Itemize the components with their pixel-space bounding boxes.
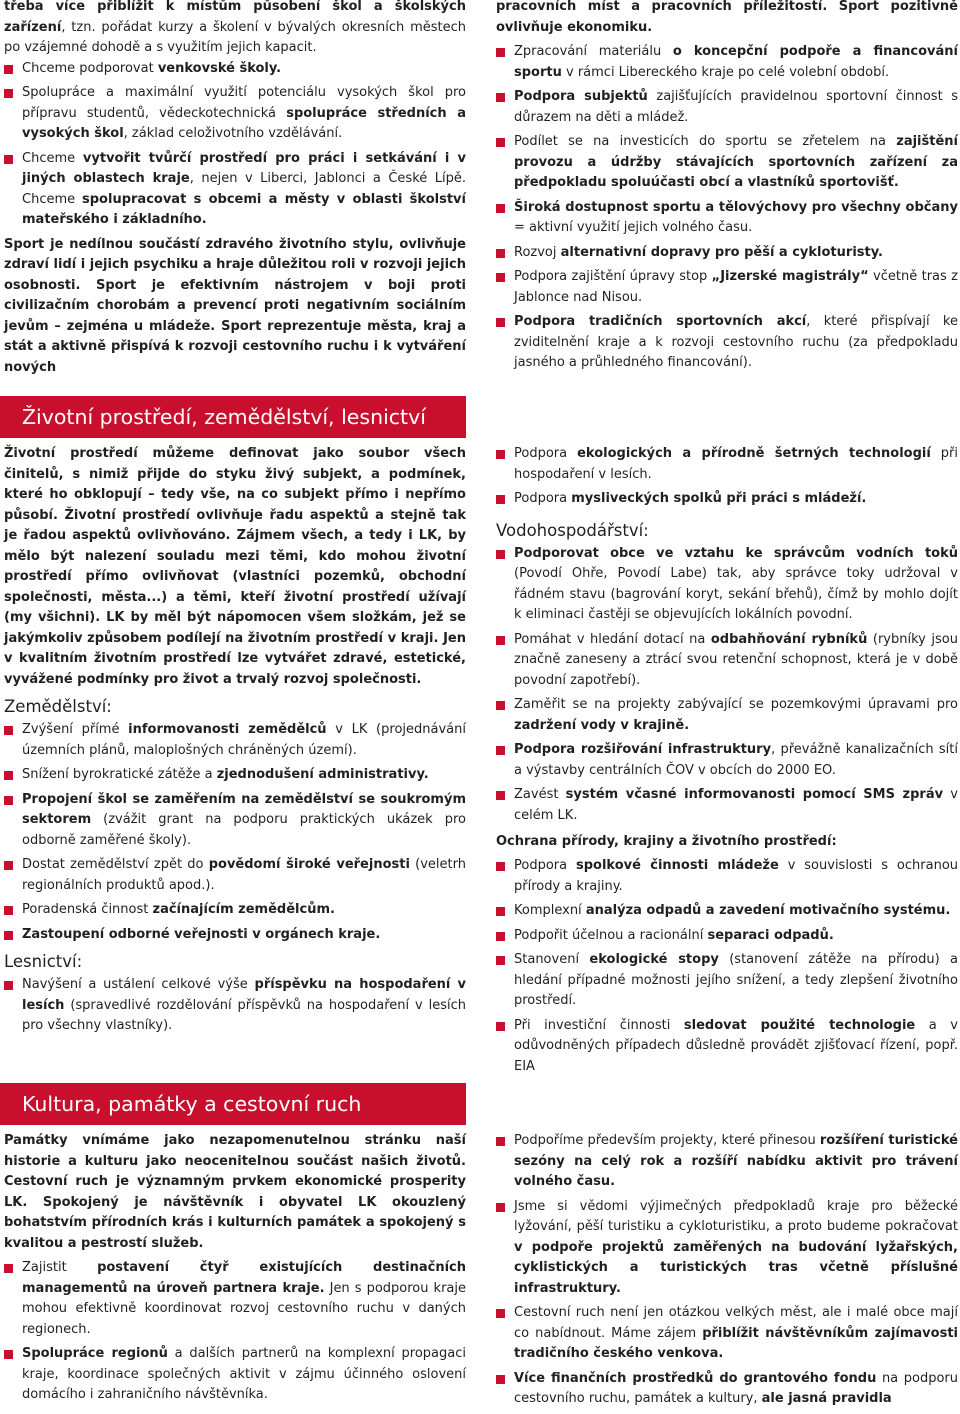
text-run: (Povodí Ohře, Povodí Labe) tak, aby správce toky udržoval v řádném stavu (bagrování koryt, sekání břehů), čímž by mohlo dojít k eliminaci častěji se objevujících lokálních povodní. — [514, 566, 958, 622]
list-item — [496, 740, 958, 781]
list-item — [4, 790, 466, 852]
list-item — [4, 59, 466, 80]
section-title: Životní prostředí, zemědělství, lesnictví — [22, 405, 426, 429]
culture-left-column — [4, 1131, 466, 1410]
env-left-column — [4, 444, 466, 1041]
section-banner-environment — [0, 396, 466, 438]
culture-left-bullet-list — [4, 1258, 466, 1406]
emphasis-text: mysliveckých spolků při práci s mládeží. — [571, 491, 867, 506]
text-run: (spravedlivé rozdělování příspěvků na hospodaření v lesích pro všechny vlastníky). — [22, 997, 466, 1033]
list-item — [496, 695, 958, 736]
emphasis-text: Podpora subjektů — [514, 89, 648, 104]
list-item — [496, 489, 958, 510]
text-run: Zpracování materiálu — [514, 44, 673, 59]
water-bullet-list — [496, 544, 958, 827]
list-item — [496, 132, 958, 194]
section-title: Kultura, památky a cestovní ruch — [22, 1092, 362, 1116]
text-run: , tzn. pořádat kurzy a školení v bývalých okresních městech po vzájemné dohodě a s využitím jejich kapacit. — [4, 19, 466, 55]
emphasis-text: analýza odpadů a zavedení motivačního systému. — [585, 903, 951, 918]
list-item — [496, 901, 958, 922]
emphasis-text: zadržení vody v krajině. — [514, 717, 690, 733]
emphasis-text: Široká dostupnost sportu a tělovýchovy pro všechny občany — [514, 199, 958, 215]
list-item — [4, 925, 466, 946]
text-run: zajišťujících pravidelnou sportovní činnost s důrazem na děti a mládež. — [514, 89, 958, 125]
list-item — [496, 444, 958, 485]
text-run: (zvážit grant na podporu praktických ukázek pro odborně zaměřené školy). — [22, 812, 466, 848]
agri-bullet-list — [4, 720, 466, 945]
emphasis-text: Podpora rozšiřování infrastruktury — [514, 742, 772, 757]
culture-right-column — [496, 1131, 958, 1414]
list-item — [4, 855, 466, 896]
list-item — [496, 1197, 958, 1300]
emphasis-text: začínajícím zemědělcům. — [152, 902, 335, 917]
text-run: Zajistit — [22, 1260, 98, 1275]
emphasis-text: informovanosti zemědělců — [128, 722, 327, 737]
text-run: Podpořit účelnou a racionální — [514, 927, 708, 943]
emphasis-text: spolupracovat s obcemi a městy v oblasti školství mateřského i základního. — [22, 191, 466, 227]
education-bullet-list — [4, 59, 466, 231]
list-item — [496, 42, 958, 83]
text-run: Podpoříme především projekty, které přinesou — [514, 1133, 820, 1148]
list-item — [496, 312, 958, 374]
text-run: Podílet se na investicích do sportu se zřetelem na — [514, 134, 897, 149]
list-item — [496, 544, 958, 626]
env-bullet-list — [496, 444, 958, 510]
emphasis-text: odbahňování rybníků — [710, 631, 868, 647]
text-run: Při investiční činnosti — [514, 1017, 684, 1033]
text-run: při hospodaření v lesích. — [514, 446, 959, 482]
text-run: v rámci Libereckého kraje po celé volební období. — [561, 64, 890, 80]
list-item — [496, 243, 958, 264]
section-banner-culture — [0, 1083, 466, 1125]
list-item — [496, 267, 958, 308]
emphasis-text: separaci odpadů. — [707, 927, 834, 943]
text-run: , převážně kanalizačních sítí a výstavby centrálních ČOV v obcích do 2000 EO. — [514, 742, 958, 778]
nature-bullet-list — [496, 856, 958, 1077]
top-right-column — [496, 0, 958, 378]
top-left-column — [4, 0, 466, 378]
sport-paragraph: Sport je nedílnou součástí zdravého životního stylu, ovlivňuje zdraví lidí i jejich psychiku a hraje důležitou roli v rozvoji jejich osobnosti. Sport je efektivním nástrojem v boji proti civilizačním chorobám a prevencí proti negativním sociálním jevům – zejména u mládeže. Sport reprezentuje města, kraj a stát a aktivně přispívá k rozvoji cestovního ruchu i k vytváření nových — [4, 236, 466, 375]
text-run: Navýšení a ustálení celkové výše — [22, 977, 255, 992]
list-item — [496, 630, 958, 692]
text-run: Podpora — [514, 858, 576, 873]
water-heading: Vodohospodářství: — [496, 520, 649, 540]
text-run: , základ celoživotního vzdělávání. — [123, 126, 343, 141]
list-item — [4, 765, 466, 786]
list-item — [496, 950, 958, 1012]
text-run: , které přispívají ke zviditelnění kraje a k rozvoji cestovního ruchu (za předpokladu jasného a průhledného financování). — [514, 314, 958, 370]
emphasis-text: postavení čtyř existujících destinačních managementů na úroveň partnera kraje. — [22, 1260, 466, 1296]
text-run: v celém LK. — [514, 787, 959, 823]
text-run: Dostat zemědělství zpět do — [22, 857, 209, 872]
text-run: = aktivní využití jejich volného času. — [514, 220, 753, 235]
env-intro: Životní prostředí můžeme definovat jako soubor všech činitelů, s nimiž přijde do styku živý subjekt, a podmínek, které ho obklopují – tedy vše, na co subjekt přímo i nepřímo působí. Životní prostředí ovlivňuje řadu aspektů a stejně tak je řadou aspektů ovlivňováno. Zájmem všech, a tedy i LK, by mělo být nalezení souladu mezi těmi, kdo mohou životní prostředí přímo ovlivňovat (vlastníci pozemků, obchodní společnosti, města...) a těmi, kteří životní prostředí užívají (my všichni). LK by měl být nápomocen všem složkám, jež se jakýmkoliv způsobem podílejí na životním prostředí v kraji. Jen v kvalitním životním prostředí lze vytvářet zdravé, estetické, vyvážené podmínky pro život a trvalý rozvoj společnosti. — [4, 446, 466, 687]
text-run: Podpora — [514, 446, 578, 461]
text-run: Cestovní ruch není jen otázkou velkých měst, ale i malé obce mají co nabídnout. Máme zájem — [514, 1305, 958, 1341]
emphasis-text: alternativní dopravy pro pěší a cykloturisty. — [560, 244, 883, 260]
list-item — [496, 87, 958, 128]
forest-bullet-list — [4, 975, 466, 1037]
emphasis-text: Podporovat obce ve vztahu ke správcům vodních toků — [514, 545, 958, 561]
emphasis-text: příspěvku na hospodaření v lesích — [22, 977, 466, 1013]
emphasis-text: v podpoře projektů zaměřených na budování lyžařských, cyklistických a turistických tras včetně příslušné infrastruktury. — [514, 1239, 958, 1296]
list-item — [4, 900, 466, 921]
emphasis-text: vytvořit tvůrčí prostředí pro práci i setkávání i v jiných oblastech kraje — [22, 150, 466, 186]
text-run: Jsme si vědomi výjimečných předpokladů kraje pro běžecké lyžování, pěší turistiku a cykloturistiku, a proto budeme pokračovat — [514, 1198, 958, 1234]
emphasis-text: Spolupráce regionů — [22, 1346, 168, 1361]
emphasis-text: rozšíření turistické sezóny na celý rok a rozšíří nabídku aktivit pro trávení volného času. — [514, 1133, 958, 1189]
text-run: Snížení byrokratické zátěže a — [22, 767, 217, 782]
text-run: (veletrh regionálních produktů apod.). — [22, 857, 466, 893]
text-run: Rozvoj — [514, 244, 561, 260]
agri-heading: Zemědělství: — [4, 697, 112, 716]
list-item — [4, 1344, 466, 1406]
text-run: Podpora — [514, 491, 572, 506]
emphasis-text: „Jizerské magistrály“ — [711, 269, 869, 284]
list-item — [496, 785, 958, 826]
list-item — [496, 926, 958, 947]
emphasis-text: třeba více přiblížit k místům působení škol a školských zařízení — [4, 0, 466, 35]
text-run: , nejen v Liberci, Jablonci a České Lípě. Chceme — [22, 171, 467, 207]
emphasis-text: o koncepční podpoře a financování sportu — [514, 44, 958, 80]
emphasis-text: spolkové činnosti mládeže — [576, 858, 779, 873]
list-item — [496, 1369, 958, 1410]
text-run: Stanovení — [514, 952, 590, 967]
text-run: Chceme podporovat — [22, 60, 158, 76]
list-item — [4, 975, 466, 1037]
text-run: včetně tras z Jablonce nad Nisou. — [514, 269, 959, 305]
culture-intro: Památky vnímáme jako nezapomenutelnou stránku naší historie a kulturu jako neoceniteInou součást našich životů. Cestovní ruch je významným prvkem ekonomické prosperity LK. Spokojený je návštěvník i obyvatel LK okouzlený bohatstvím přírodních krás i kulturních památek a spokojený s kvalitou a pestrostí služeb. — [4, 1133, 466, 1251]
text-run: Spolupráce a maximální využití potenciálu vysokých škol pro přípravu studentů, vědeckotechnická — [22, 85, 466, 121]
sport-paragraph-continuation: pracovních míst a pracovních příležitostí. Sport pozitivně ovlivňuje ekonomiku. — [496, 0, 958, 35]
emphasis-text: sledovat použité technologie — [683, 1017, 916, 1033]
text-run: a v odůvodněných případech důsledně provádět zjišťovací řízení, popř. EIA — [514, 1017, 958, 1074]
text-run: Podpora zajištění úpravy stop — [514, 269, 712, 284]
emphasis-text: Propojení škol se zaměřením na zemědělství se soukromým sektorem — [22, 791, 466, 827]
text-run: na podporu cestovního ruchu, památek a kultury, — [514, 1370, 958, 1406]
emphasis-text: venkovské školy. — [157, 60, 282, 76]
emphasis-text: zjednodušení administrativy. — [216, 767, 429, 782]
list-item — [496, 1016, 958, 1078]
emphasis-text: ekologických a přírodně šetrných technologií — [577, 446, 931, 461]
emphasis-text: systém včasné informovanosti pomocí SMS zpráv — [565, 787, 944, 802]
emphasis-text: ekologické stopy — [589, 952, 719, 967]
culture-right-bullet-list — [496, 1131, 958, 1410]
forest-heading: Lesnictví: — [4, 952, 83, 971]
list-item — [4, 720, 466, 761]
text-run: v LK (projednávání územních plánů, maloplošných chráněných území). — [22, 722, 466, 758]
emphasis-text: spolupráce středních a vysokých škol — [22, 105, 466, 141]
list-item — [4, 1258, 466, 1340]
list-item — [4, 149, 466, 231]
emphasis-text: zajištění provozu a údržby stávajících sportovních zařízení za předpokladu spoluúčasti obcí a vlastníků sportovišť. — [514, 134, 958, 190]
text-run: a dalších partnerů na komplexní propagaci kraje, koordinace společných aktivit v zájmu účinného oslovení domácího i zahraničního návštěvníka. — [22, 1346, 466, 1402]
emphasis-text: ale jasná pravidla — [761, 1391, 892, 1406]
list-item — [496, 1131, 958, 1193]
list-item — [496, 198, 958, 239]
text-run: Komplexní — [514, 903, 586, 918]
nature-heading: Ochrana přírody, krajiny a životního prostředí: — [496, 834, 837, 849]
text-run: Pomáhat v hledání dotací na — [514, 631, 711, 647]
sport-bullet-list — [496, 42, 958, 374]
env-right-column — [496, 444, 958, 1081]
emphasis-text: povědomí široké veřejnosti — [208, 857, 410, 872]
text-run: Jen s podporou kraje mohou efektivně koordinovat rozvoj cestovního ruchu v daných regionech. — [22, 1280, 466, 1337]
list-item — [4, 83, 466, 145]
emphasis-text: přiblížit návštěvníkům zajímavosti tradičního českého venkova. — [514, 1325, 959, 1361]
text-run: Zvýšení přímé — [22, 722, 129, 737]
list-item — [496, 1303, 958, 1365]
education-continuation — [4, 0, 466, 59]
emphasis-text: Podpora tradičních sportovních akcí — [514, 314, 807, 329]
text-run: Zaměřit se na projekty zabývající se pozemkovými úpravami pro — [514, 697, 958, 712]
emphasis-text: Více finančních prostředků do grantového fondu — [514, 1370, 877, 1386]
text-run: (rybníky jsou značně zaneseny a ztrácí svou retenční schopnost, která je v době povodní zapotřebí). — [514, 631, 958, 688]
list-item — [496, 856, 958, 897]
text-run: Poradenská činnost — [22, 902, 153, 917]
text-run: Chceme — [22, 150, 83, 166]
text-run: (stanovení zátěže na přírodu) a hledání případné možnosti jejího snížení, a tedy zlepšení životního prostředí. — [514, 952, 958, 1008]
text-run: Zavést — [514, 787, 566, 802]
text-run: v souvislosti s ochranou přírody a krajiny. — [514, 858, 959, 894]
emphasis-text: Zastoupení odborné veřejnosti v orgánech kraje. — [22, 926, 381, 942]
